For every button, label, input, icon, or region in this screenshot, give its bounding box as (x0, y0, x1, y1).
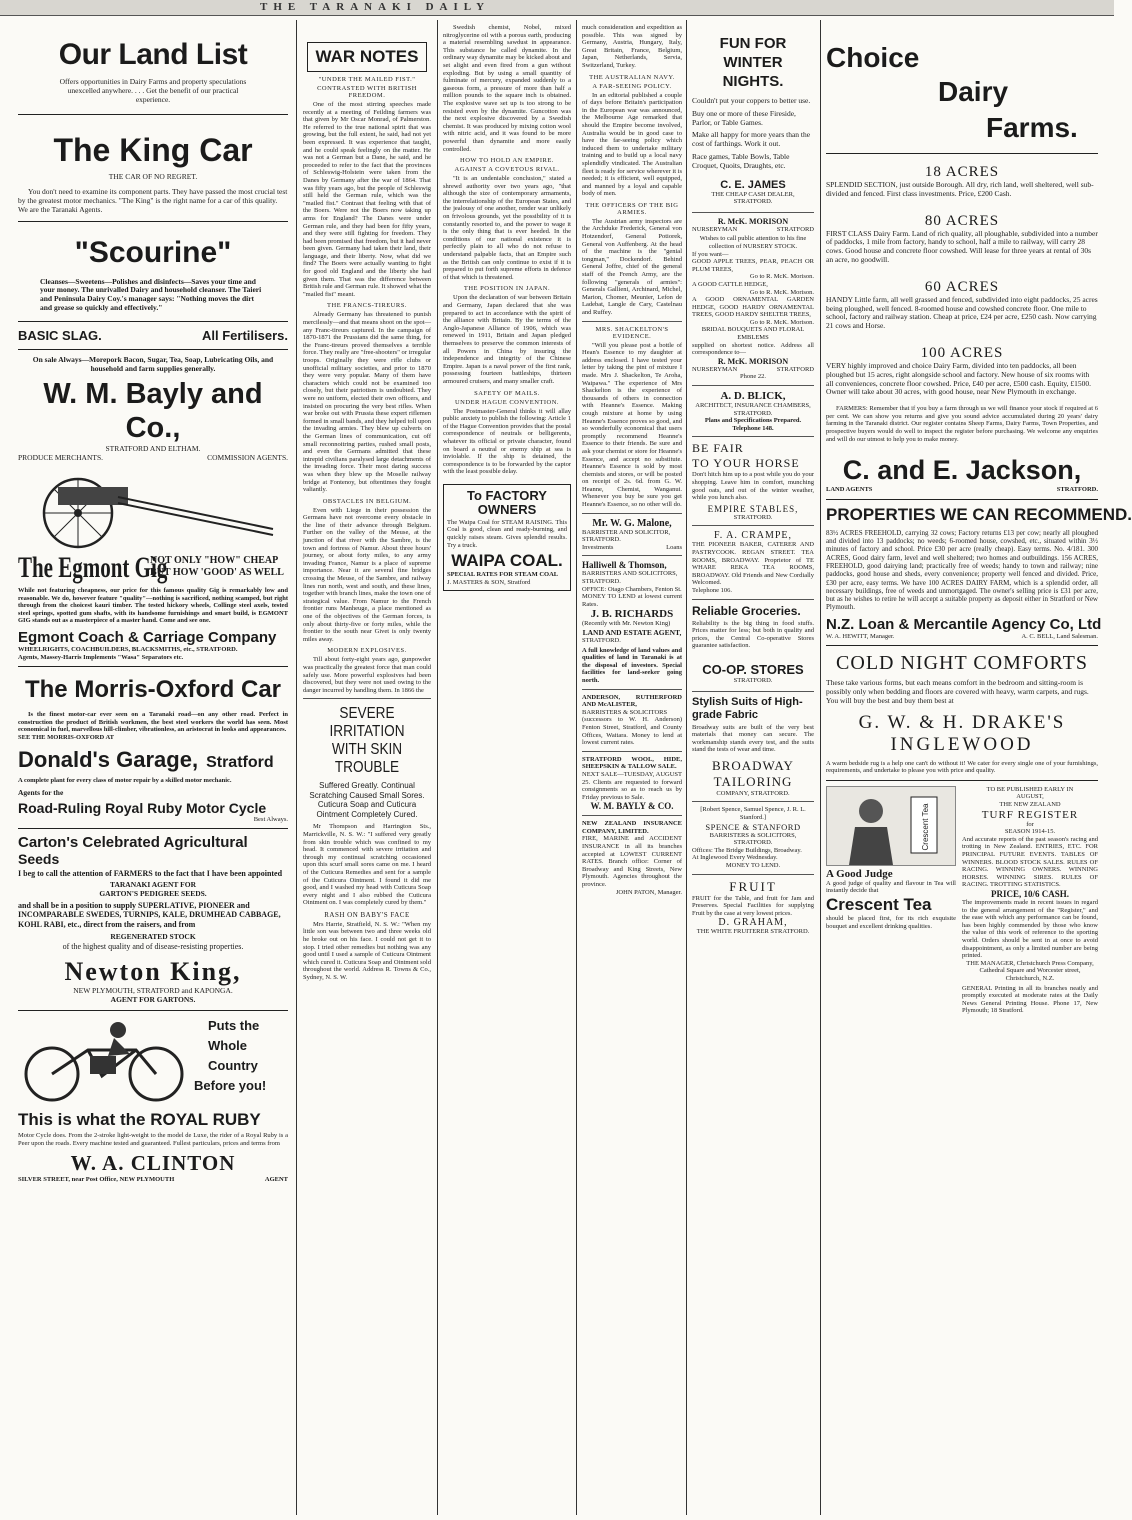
newton-location: NEW PLYMOUTH, STRATFORD and KAPONGA. (73, 986, 233, 996)
acres-60-title: 60 ACRES (924, 278, 1000, 295)
jackson-footer (826, 486, 1098, 494)
gig-text: While not featuring cheapness, our price for this famous quality Gig is remarkably low and reasonable. We do, however feature "quality"—nothing is sacrificed, nothing scamped, but right through from the choicest kauri timber. The tested hickory wheels, Collinge steel axels, tested steel springs, spotted gum shafts, with its handsome furnishings and smart build, is EGMONT GIG stands out as a masterpiece of a master hand. Come and see one. (18, 586, 288, 625)
donald-location: Stratford (206, 754, 274, 772)
dairy-word: Dairy (938, 76, 1009, 107)
officers-head: THE OFFICERS OF THE BIG ARMIES. (585, 201, 679, 216)
divider (18, 221, 288, 222)
motorcycle-drawing (18, 1016, 198, 1106)
bayly-title: W. M. Bayly and Co., (43, 378, 263, 445)
nz-insurance-agent: JOHN PATON, Manager. (615, 888, 682, 896)
fun-text-3: Make all happy for more years than the cost of farthings. Work it out. (692, 130, 811, 149)
turf-manager: THE MANAGER, Christchurch Press Company, Cathedral Square and Worcester street, Christchurch, N.Z. (966, 959, 1094, 982)
ruby-cycle-title: Road-Ruling Royal Ruby Motor Cycle (18, 799, 267, 816)
halliwell-sub: BARRISTERS AND SOLICITORS, (582, 570, 678, 578)
bayly-left: PRODUCE MERCHANTS. (18, 453, 104, 463)
column-4 (582, 20, 682, 896)
morison-title-2: R. McK. MORISON (717, 356, 789, 366)
rash-body: Mrs Harrie, Stratfield, N. S. W.: "When my little son was between two and three weeks old he broke out on his face. I could not get it to stop. I tried other remedies but nothing was any good until I used a sample of Cuticura Ointment which cured it. Cuticura Soap and Ointment sold throughout the world. Address R. Towns & Co., Sydney, N. S. W. (303, 920, 431, 982)
crescent-tea-illustration (826, 786, 956, 866)
waipa-coal-ad (443, 484, 571, 592)
masthead-strip (0, 0, 1114, 16)
empire-location: STRATFORD. (733, 513, 773, 521)
divider (582, 751, 682, 752)
jackson-left: LAND AGENTS (826, 486, 873, 494)
supplied: supplied on shortest notice. Address all correspondence to— (692, 341, 814, 357)
acres-80-text: FIRST CLASS Dairy Farm. Land of rich quality, all ploughable, subdivided into a number of paddocks, 1 mile from factory, handy to school, half a mile to railway, will carry 28 cows. Good house and concrete floor cowshed. Will lease for three years at rental of 30s an acre, no goodwill. (826, 228, 1098, 264)
stratford-label-2: STRATFORD (776, 365, 814, 373)
gig-title: The Egmont Gig (18, 550, 168, 584)
crampe-telephone: Telephone 106. (692, 586, 732, 594)
king-car-title: The King Car (53, 132, 253, 169)
carton-agent-2: GARTON'S PEDIGREE SEEDS. (99, 888, 207, 898)
divider (582, 321, 682, 322)
properties-title: PROPERTIES WE CAN RECOMMEND. (826, 504, 1132, 524)
divider (582, 815, 682, 816)
nurseryman-label: NURSERYMAN (692, 225, 738, 233)
column-rule (437, 20, 438, 1515)
masthead-text: THE TARANAKI DAILY (260, 1, 491, 13)
james-sub: THE CHEAP CASH DEALER, STRATFORD. (711, 190, 795, 206)
crampe-title: F. A. CRAMPE, (713, 530, 793, 542)
cattle-hedge: A GOOD CATTLE HEDGE, (692, 280, 768, 288)
gig-tag-2: BUT HOW 'GOOD' AS WELL (150, 566, 284, 578)
choice-dairy-heading (826, 20, 1098, 148)
anderson-sub: BARRISTERS & SOLICITORS (582, 708, 668, 716)
waipa-title: WAIPA COAL. (451, 551, 563, 571)
apple-trees: GOOD APPLE TREES, PEAR, PEACH OR PLUM TREES, (692, 258, 814, 273)
turf-text: And accurate reports of the past season's racing and trotting in New Zealand. ENTRIES, ETC. FOR PRINCIPAL FUTURE EVENTS. TABLES OF WINNERS. BLOOD STOCK SALES. RULES OF RACING. WINNING OWNERS. WINNING HORSES. WINNING SIRES. RULES OF RACING. TROTTING STATISTICS. (962, 835, 1098, 889)
fruit-text: FRUIT for the Table, and fruit for Jam and Preserves. Special Facilities for supplying Fruit by the case at very lowest prices. (692, 894, 814, 917)
blick-title: A. D. BLICK, (720, 390, 786, 403)
bayly-location: STRATFORD AND ELTHAM. (105, 444, 201, 454)
spence-money: MONEY TO LEND. (725, 862, 781, 870)
empire-stables: EMPIRE STABLES, (707, 503, 799, 514)
fruit-title: FRUIT (729, 878, 777, 894)
horse-text: Don't hitch him up to a post while you do your shopping. Leave him in comfort, munching good oats, and out of the winter weather, while you lunch also. (692, 471, 814, 502)
hague-head: UNDER HAGUE CONVENTION. (454, 398, 560, 406)
acres-100-text: VERY highly improved and choice Dairy Farm, divided into ten paddocks, all been ploughed but 15 acres, right alongside school and factory. New house of six rooms with all conveniences, concrete floor cowshed. Price, £40 per acre, £500 cash. Equity, £1500. Owner will take about 30 acres, with good house, near New Plymouth in exchange. (826, 360, 1092, 397)
on-sale-text: On sale Always—Morepork Bacon, Sugar, Tea, Soap, Lubricating Oils, and household and farm supplies generally. (32, 354, 274, 373)
gig-drawing (18, 467, 288, 551)
column-rule (296, 20, 297, 1515)
go-to-2: Go to R. McK. Morison. (749, 288, 814, 296)
anderson-text: (successors to W. H. Anderson) Fenton Street, Stratford, and County Offices, Waitara. Money to lend at lowest current rates. (582, 716, 682, 747)
clinton-title: W. A. CLINTON (70, 1151, 236, 1176)
your-horse: TO YOUR HORSE (692, 456, 800, 471)
japan-head: THE POSITION IN JAPAN. (463, 285, 551, 293)
hague-cont: much consideration and expedition as possible. This was signed by Germany, Austria, Hungary, Italy, Great Britain, France, Belgium, Japan, Netherlands, Servia, Switzerland, Turkey. (582, 24, 682, 69)
country: Country (208, 1057, 258, 1073)
officers-body: The Austrian army inspectors are the Archduke Frederick, General von Hotzendorf, General Potiorek, General von Auffenberg. At the head of the machine is the "genial tongman," Dockendorf. Behind General Joffre, chief of the general staff of the French Army, are the following "generals of armies": Generals Gallieni, Archinard, Michel, Marion, Chomer, Meunier, Lefon de Ladebat, Langle de Cary, Castelnau and Ruffey. (582, 217, 682, 316)
richards-sub: (Recently with Mr. Newton King) (582, 620, 671, 628)
donald-text: A complete plant for every class of motor repair by a skilled motor mechanic. (18, 777, 232, 785)
divider (303, 698, 431, 699)
cold-title: COLD NIGHT COMFORTS (836, 652, 1088, 675)
carton-intro: I beg to call the attention of FARMERS to the fact that I have been appointed (18, 869, 283, 879)
stylish-text: Broadway suits are built of the very best materials that money can secure. The workmanship stands every test, and the suits stand the tests of wear and time. (692, 723, 814, 754)
fun-title: FUN FOR WINTER NIGHTS. (719, 35, 787, 90)
bayly-right: COMMISSION AGENTS. (207, 453, 288, 463)
blick-sub: ARCHITECT, INSURANCE CHAMBERS, STRATFORD. (695, 402, 811, 417)
acres-60-text: HANDY Little farm, all well grassed and fenced, subdivided into eight paddocks, 25 acres being ploughed, well fenced. 8-roomed house and cowshed concrete floor. One mile to school, factory and railway station. Cheap at price, £24 per acre, £250 cash. Now carrying 21 cows and Horse. (826, 294, 1098, 331)
crampe-text: THE PIONEER BAKER, CATERER AND PASTRYCOOK. REGAN STREET. TEA ROOMS, BROADWAY. Proprietor of TE WHARE REKA TEA ROOMS, BROADWAY. Old Friends and New Cordially Welcomed. (692, 541, 814, 587)
choice-word: Choice (826, 42, 920, 73)
divider (692, 525, 814, 526)
divider (826, 499, 1098, 500)
divider (692, 874, 814, 875)
column-rule (576, 20, 577, 1515)
divider (826, 780, 1098, 781)
malone-title: Mr. W. G. Malone, (592, 517, 672, 529)
franc-tireurs-head: THE FRANCS-TIREURS. (327, 302, 407, 310)
fertiliser-row (18, 328, 288, 343)
jackson-right: STRATFORD. (1056, 486, 1098, 494)
acres-18-title: 18 ACRES (924, 164, 1000, 180)
farmers-text: FARMERS: Remember that if you buy a farm through us we will finance your stock if required at 6 per cent. We can show you returns and give you sound advice accumulated during 20 years' dairy farming in the Taranaki district. Our register contains Sheep Farms, Dairy Farms, Town Properties, and prospective buyers would do well to inspect the register before purchasing. We welcome any enquiries and will do our utmost to help you to make money. (826, 405, 1098, 443)
fun-text-2: Buy one or more of these Fireside, Parlor, or Table Games. (692, 108, 796, 127)
newton-title: Newton King, (64, 957, 242, 987)
nzloan-manager: W. A. HEWITT, Manager. (826, 632, 895, 640)
richards-land: LAND AND ESTATE AGENT, (582, 628, 682, 637)
turf-text-2: The improvements made in recent issues in regard to the general arrangement of the "Register," and the ease with which any performance can be found, has been highly commended by those who know the value of this work of reference to the sporting world. Orders should be sent in at once to avoid disappointment, as only a limited number are being printed. (962, 898, 1098, 960)
malone-footer (582, 544, 682, 552)
motorcycle-ad (18, 1016, 288, 1108)
scourine-text: Cleanses—Sweetens—Polishes and disinfects—Saves your time and your money. The unrivalled Dairy and household cleanser. The Taieri and Peninsula Dairy Coy.'s manager says: "Nothing moves the dirt and grease so quickly and effectively." (40, 276, 262, 312)
column-rule (686, 20, 687, 1515)
malone-sub: BARRISTER AND SOLICITOR, (582, 528, 671, 536)
column-6 (826, 20, 1132, 1015)
spence-names: [Robert Spence, Samuel Spence, J. R. L. Stanford.] (700, 806, 806, 822)
divider (582, 513, 682, 514)
bridal: BRIDAL BOUQUETS AND FLORAL EMBLEMS (701, 326, 805, 342)
king-car-text: You don't need to examine its component parts. They have passed the most crucial test by the greatest motor mechanics. "The King" is the right name for a car of this quality. We are the Taranaki Agents. (18, 187, 288, 214)
divider (18, 828, 288, 829)
land-list-title: Our Land List (58, 38, 248, 71)
king-car-sub: THE CAR OF NO REGRET. (108, 172, 198, 182)
column-5 (692, 20, 814, 936)
navy-body: In an editorial published a couple of days before Britain's participation in the European war was announced, the Melbourne Age remarked that should the Empire become involved, Australia would be in good case to have the far-seeing policy which induced them to undertake military training and to build up a local navy splendidly vindicated. The Australian fleet is ready for service wherever it is needed; it is efficient, well equipped, and manned by a loyal and capable body of men. (582, 91, 682, 198)
divider (582, 689, 682, 690)
ornamental: A GOOD ORNAMENTAL GARDEN HEDGE, GOOD HARDY ORNAMENTAL TREES, GOOD HARDY SHELTER TREES, (692, 296, 814, 319)
properties-text: 83½ ACRES FREEHOLD, carrying 32 cows; Factory returns £13 per cow; nearly all ploughed and divided into 13 paddocks; no weeds; 6-roomed house, cowshed, etc., situated within 3½ minutes of factory and school. Price £30 per acre (really cheap). Easy terms. No. 4/181. 300 ACRES, Good dairy farm, level and well sheltered; two homes and outbuildings. 156 ACRES, FREEHOLD, good dairying land; practically free of weeds; handy to town and railway; nine paddocks, good house and sheds, every convenience; property well fenced and divided. Price, £30 per acre, easy terms. We have 100 ACRES DAIRY FARM, which is a splendid order, all necessary buildings, free of weeds and unmortgaged. The owner's selling price is £31 per acre, but as he wishes to retire he will accept a suitable property as deposit either in Stratford or New Plymouth. (826, 528, 1098, 612)
waipa-to: To FACTORY OWNERS (467, 487, 547, 517)
hold-empire-head: HOW TO HOLD AN EMPIRE. (460, 157, 554, 165)
carton-text: and shall be in a position to supply SUPERLATIVE, PIONEER and INCOMPARABLE SWEDES, TURNIPS, KALE, DRUMHEAD CABBAGE, KOHL RABI, etc., direct from the raisers, and from (18, 900, 281, 929)
halliwell-title: Halliwell & Thomson, (582, 560, 667, 571)
spence-office: Offices: The Bridge Buildings, Broadway. (692, 846, 802, 854)
divider (692, 801, 814, 802)
coach-sub-2: Agents, Massey-Harris Implements "Wasa" Separators etc. (18, 653, 184, 661)
divider (692, 385, 814, 386)
jackson-title: C. and E. Jackson, (842, 455, 1082, 486)
before-you: Before you! (194, 1077, 267, 1093)
whole: Whole (208, 1037, 247, 1053)
clinton-agent: AGENT (264, 1176, 288, 1184)
puts-the: Puts the (208, 1017, 260, 1033)
divider (18, 349, 288, 350)
broadway-title: BROADWAY TAILORING (712, 757, 794, 789)
if-you-want: If you want— (692, 250, 729, 258)
graham-title: D. GRAHAM, (718, 917, 788, 929)
spence-title: SPENCE & STANFORD (705, 821, 801, 832)
obstacles-body: Even with Liege in their possession the Germans have not overcome every obstacle in the line of their advance through Belgium. Further on the valley of the Meuse, at the junction of that river with the Sambre, is the town and fortress of Namur. About three hours' journey, or about forty miles, to any army invading France, Namur is a place of supreme importance. Near it are several fine bridges crossing the Meuse, of the Sambre, and railway lines run north, west and south, and these lines, together with branch lines, make the town one of strategical value. From Namur to the French frontier runs Manheuge, a place mentioned as one of the objectives of the German forces, is only about thirty-five or forty miles, while the frontier to the south near Givet is only twenty miles away. (303, 506, 431, 643)
anderson-title: ANDERSON, RUTHERFORD AND McALISTER, (582, 693, 682, 709)
carton-title: Carton's Celebrated Agricultural (18, 834, 248, 852)
navy-head: THE AUSTRALIAN NAVY. (589, 73, 675, 81)
morison-row (692, 226, 814, 234)
acres-100-title: 100 ACRES (920, 344, 1004, 361)
crescent-title: Crescent Tea (826, 895, 932, 915)
severe-body: Mr Thompson and Harrington Sts., Marrickville, N. S. W.: "I suffered very greatly from skin trouble which was confined to my head. It commenced with severe irritation and through my continual scratching occasioned upon this scurf small sores came on me. I heard of the Cuticura Remedies and sent for a sample of the Cuticura Ointment. I found it did me good, and I washed my head with Cuticura Soap every night and I also rubbed the Cuticura Ointment on. I was completely cured by them." (303, 823, 431, 907)
general-printing: GENERAL Printing in all its branches neatly and promptly executed at moderate rates at the Daily News General Printing House. Phone 17, New Plymouth; 18 Stratford. (962, 984, 1098, 1015)
crescent-judge: A Good Judge (826, 867, 893, 880)
morison-row-2 (692, 366, 814, 374)
land-list-text: Offers opportunities in Dairy Farms and property speculations unexcelled anywhere. . . . Get the benefit of our practical experience. (59, 77, 247, 104)
fun-text-4: Race games, Table Bowls, Table Croquet, Quoits, Draughts, etc. (692, 151, 790, 170)
halliwell-lend: MONEY TO LEND at lowest current Rates. (582, 593, 682, 608)
wool-title: STRATFORD WOOL, HIDE, SHEEPSKIN & TALLOW SALE. (582, 755, 682, 771)
clinton-address: SILVER STREET, near Post Office, NEW PLYMOUTH (18, 1176, 175, 1184)
lower-ads (826, 785, 1098, 1015)
stratford-label: STRATFORD (776, 225, 814, 233)
scourine-title: "Scourine" (74, 235, 232, 269)
gig-tagline (150, 555, 284, 579)
phone-22: Phone 22. (740, 373, 766, 381)
halliwell-location: STRATFORD. (582, 578, 621, 586)
divider (692, 691, 814, 692)
donald-heading (18, 747, 288, 773)
best-always: Best Always. (253, 815, 288, 823)
contrasted-head: CONTRASTED WITH BRITISH FREEDOM. (317, 85, 417, 99)
shackleton-body: "Will you please post a bottle of Hean's Essence to my daughter at address enclosed. I have tested your letter by taking the pint of mixture I made. Mrs J. Shackelton, Te Aroha, Waipawa." The experience of Mrs Shackelton is the experience of thousands of others in connection with Heanne's Essence. Making cough mixture at home by using Heanne's Essence proves so good, and so wonderfully economical that users promptly recommend Heanne's Essence to their friends. Be sure and ask your chemist or store for Heanne's Essence, and accept no substitute. Heanne's Essence is sold by most chemists and stores, or will be posted on receipt of 2s. 6d. from G. W. Heanne, Chemist, Wanganui. Whenever you buy be sure you get Heanne's Essence, so no other will do. (582, 341, 682, 509)
crescent-tea-ad (826, 786, 956, 930)
royal-ruby-text: Motor Cycle does. From the 2-stroke light-weight to the model de Luxe, the rider of a Royal Ruby is a Peer upon the roads. Every machine tested and guaranteed. Fullest particulars, prices and terms from (18, 1131, 288, 1147)
rash-head: RASH ON BABY'S FACE (324, 910, 410, 919)
turf-for: for (1026, 820, 1034, 828)
obstacles-head: OBSTACLES IN BELGIUM. (322, 497, 412, 505)
column-1 (18, 20, 288, 1184)
morris-title: The Morris-Oxford Car (24, 676, 282, 704)
mailed-fist-head: "UNDER THE MAILED FIST." (318, 76, 416, 83)
modern-explosives-body: Till about forty-eight years ago, gunpowder was practically the greatest force that man could safely use. More powerful explosives had been discovered, but they were not used owing to the danger incurred by handling them. In 1866 the (303, 656, 431, 694)
fertilisers-label: All Fertilisers. (202, 327, 288, 343)
malone-investments: Investments (582, 543, 614, 551)
gig-heading (18, 550, 288, 584)
turf-season: SEASON 1914-15. (1004, 828, 1056, 836)
explosives-cont: Swedish chemist, Nobel, mixed nitroglycerine oil with a porous earth, producing a material resembling sawdust in appearance. This substance he called dynamite. In the ordinary way dynamite may be kicked about and set alight and even fired from a gun without exploding. But by using a small quantity of fulminate of mercury, expanded suddenly to a gaseous form, a pressure of more than half a million pounds to the square inch is obtained. The explosive wave set up is too strong to be resisted even by the dynamite. Guncotton was the next explosive discovered by a Swedish chemist. It was produced by mixing cotton wool with nitric acid, and it was found to be more powerful than dynamite and more easily controlled. (443, 24, 571, 153)
divider (826, 645, 1098, 646)
turf-price: PRICE, 10/6 CASH. (990, 888, 1069, 899)
carton-agent-1: TARANAKI AGENT FOR (110, 879, 196, 889)
drake-text: A warm bedside rug is a help one can't do without it! We cater for every single one of your furnishings, requirements, and undertake to please you with price and quality. (826, 759, 1098, 775)
basic-slag-label: BASIC SLAG. (18, 327, 102, 343)
turf-title: TURF REGISTER (981, 808, 1079, 821)
farms-word: Farms. (986, 112, 1078, 143)
fun-text-1: Couldn't put your coppers to better use. (692, 96, 811, 105)
franc-tireurs-body: Already Germany has threatened to punish mercilessly—and that means shoot on the spot—any Franc-tireurs captured. In the campaign of 1870-1871 the Prussians did the same thing, for the Franc-tireurs proved themselves a terrible force. They really are "free-shooters" or irregular troops. Originally they were rifle clubs or unofficial military societies, and prior to 1870 they were very popular. Many of them have characters which could not be examined too closely, but their patriotism is undoubted. They were no uniform, elected their own officers, and insisted on procuring the very best rifles. When war broke out with Prussia these expert riflemen formed in small bands, and they helped toll upon the invading armies. They blew up culverts on the German lines of communication, cut off small reconnoitring parties, rushed small posts, and even the Germans admitted that these intrepid civilians paralysed large detachments of the invading force. Their most daring success was when they blew up the Moselle railway bridge at Fontenoy, but oftentimes they fought valiantly. (303, 311, 431, 494)
column-3 (443, 20, 571, 591)
waipa-text: The Waipa Coal for STEAM RAISING. This Coal is good, clean and ready-burning, and quickly raises steam. Gives splendid results. Try a truck. (447, 518, 567, 549)
safety-mails-head: SAFETY OF MAILS. (474, 389, 540, 397)
drake-location: INGLEWOOD (890, 733, 1034, 755)
gig-tag-1: NOT ONLY "HOW" CHEAP (150, 554, 279, 566)
richards-text: A full knowledge of land values and qualities of land in Taranaki is at the disposal of investors. Special facilities for land-seeker going north. (582, 646, 682, 684)
far-seeing-head: A FAR-SEEING POLICY. (592, 82, 672, 90)
nz-insurance-title: NEW ZEALAND INSURANCE COMPANY, LIMITED. (582, 820, 682, 835)
wool-firm: W. M. BAYLY & CO. (590, 801, 674, 812)
coop-location: STRATFORD. (733, 676, 773, 684)
war-body: One of the most stirring speeches made recently at a meeting of Feilding farmers was that given by Mr Oscar Monrad, of Palmerston. He referred to the true national spirit that was growing, but the full extent, he said, had not yet been expressed. It was experience that taught, and he could speak feelingly on the matter. He was not a German but a Dane, he said, and he proceeded to refer to the fact that the provinces of Schleswig-Holstein were taken from the Danes by Germany after the war of 1864. That was fifty years ago, but the people of Schleswig still held the German rule, which was the "mailed fist." Contrast that feeling with that of the Boers. Were not the Boers now taking up arms for England? The Danes were under German rule, and they had been for fifty years, and they were still fighting for freedom. They had been promised that freedom, but it had never been given. Germany had taken their land, their language, and their liberty. Now, what did we find? The Boers were actually wanting to fight for good old England and the liberty she had given them. That was the difference between British rule and German rule. It showed what the "mailed fist" meant. (303, 101, 431, 298)
agents-for: Agents for the (18, 788, 64, 798)
crescent-text-2: should be placed first, for its rich exquisite bouquet and excellent drinking qualities. (826, 915, 956, 930)
coach-sub: WHEELRIGHTS, COACHBUILDERS, BLACKSMITHS, etc., STRATFORD. (18, 645, 238, 653)
reliable-title: Reliable Groceries. (692, 603, 801, 618)
cold-text: These take various forms, but each means comfort in the bedroom and sitting-room is possibly only when bedding and floors are covered with heavy, warm carpets, and rugs. You will buy the best and buy them best at (826, 678, 1089, 705)
divider (826, 153, 1098, 154)
divider (692, 436, 814, 437)
richards-location: STRATFORD. (582, 637, 621, 644)
royal-ruby-title: This is what the ROYAL RUBY (18, 1109, 261, 1129)
carton-regen: REGENERATED STOCK (110, 932, 196, 942)
james-title: C. E. JAMES (720, 178, 786, 191)
shackleton-head: MRS. SHACKELTON'S EVIDENCE. (595, 325, 669, 340)
divider (18, 1010, 288, 1011)
tea-judge-drawing (827, 787, 955, 865)
divider (18, 321, 288, 322)
acres-80-title: 80 ACRES (924, 212, 1000, 229)
drake-title: G. W. & H. DRAKE'S (858, 711, 1066, 733)
go-to-1: Go to R. McK. Morison. (749, 273, 814, 281)
japan-body: Upon the declaration of war between Britain and Germany, Japan declared that she was prepared to act in accordance with the spirit of the alliance with Britain. By the terms of the Anglo-Japanese Alliance of 1906, which was renewed in 1911, Britain and Japan pledged themselves to preserve the common interests of all Powers in China by insuring the independence and integrity of the Chinese Empire. Japan is a naval power of the first rank, possessing fourteen battleships, thirteen armoured cruisers, and many smaller craft. (443, 294, 571, 385)
bayly-roles (18, 454, 288, 463)
coach-title: Egmont Coach & Carriage Company (18, 628, 277, 646)
nzloan-title: N.Z. Loan & Mercantile Agency Co, Ltd (826, 615, 1102, 633)
broadway-sub: COMPANY, STRATFORD. (716, 789, 790, 797)
turf-register-ad (962, 786, 1098, 1015)
go-to-3: Go to R. McK. Morison. (749, 318, 814, 326)
reliable-text: Reliability is the big thing in food stuffs. Prices matter for less; but both in quality and prices, the Central Co-operative Stores guarantee satisfaction. (692, 619, 814, 650)
halliwell-office: OFFICE: Otago Chambers, Fenton St. (582, 585, 682, 593)
newton-agent: AGENT FOR GARTONS. (110, 995, 196, 1005)
column-2 (303, 20, 431, 982)
stylish-title: Stylish Suits of High-grade Fabric (692, 695, 803, 721)
column-rule (820, 20, 821, 1515)
morris-see: SEE THE MORRIS-OXFORD AT (18, 733, 115, 741)
turf-nz: THE NEW ZEALAND (999, 801, 1061, 809)
malone-location: STRATFORD. (582, 536, 621, 544)
war-notes-title: WAR NOTES (315, 47, 419, 66)
morris-text: Is the finest motor-car ever seen on a Taranaki road—on any other road. Perfect in construction the product of British workmen, the best steel workers the world has seen. Most economical in fuel, marvellous hill-climber, vibrationless, an aristocrat in looks and appearances. (18, 711, 288, 734)
divider (582, 555, 682, 556)
gig-illustration (18, 467, 288, 551)
nzloan-footer (826, 633, 1098, 641)
nzloan-salesman: A. C. BELL, Land Salesman. (1021, 632, 1098, 640)
divider (692, 212, 814, 213)
severe-sub: Suffered Greatly. Continual Scratching Caused Small Sores. Cuticura Soap and Cuticura Ointment Completely Cured. (309, 781, 425, 819)
graham-sub: THE WHITE FRUITERER STRATFORD. (696, 928, 810, 936)
covetous-head: AGAINST A COVETOUS RIVAL. (454, 166, 560, 174)
turf-august: AUGUST, (1016, 793, 1044, 801)
crescent-text: A good judge of quality and flavour in Tea will instantly decide that (826, 879, 956, 895)
divider (18, 114, 288, 115)
spence-sub: BARRISTERS & SOLICITORS, STRATFORD. (709, 831, 797, 847)
war-notes-box (307, 42, 427, 72)
coop-title: CO-OP. STORES (702, 661, 804, 677)
divider (18, 666, 288, 667)
blick-plans: Plans and Specifications Prepared. Telephone 148. (704, 417, 802, 432)
spence-inglewood: At Inglewood Every Wednesday. (692, 854, 778, 862)
be-fair: BE FAIR (692, 441, 744, 456)
severe-title: SEVERE IRRITATION WITH SKIN TROUBLE (329, 705, 405, 777)
svg-text:Crescent Tea: Crescent Tea (921, 803, 930, 851)
clinton-footer (18, 1176, 288, 1184)
covetous-body: "It is an undeniable conclusion," stated a shrewd authority over two years ago, "that although the size of contemporary armaments, the interrelationship of the European States, and the jealousy of one another, render war unlikely on frivolous grounds, yet the possibility of it is constantly resorted to, and the power to wage it is the only thing that is ever heeded. In the conditions of our national existence it is perfectly plain to all who do not refuse to understand palpable facts, that an Empire such as the British can only continue to exist if it is prepared to put forth supreme efforts in defence of that which is threatened. (443, 175, 571, 281)
malone-loans: Loans (666, 543, 682, 551)
waipa-agent: J. MASTERS & SON, Stratford (447, 578, 531, 586)
richards-title: J. B. RICHARDS (590, 608, 674, 621)
morison-title: R. McK. MORISON (717, 216, 789, 226)
morison-text: Wishes to call public attention to his fine collection of NURSERY STOCK. (699, 235, 807, 250)
divider (692, 599, 814, 600)
wool-text: NEXT SALE—TUESDAY, AUGUST 25. Clients are requested to forward consignments so as to reach us by Friday previous to Sale. (582, 770, 682, 801)
carton-quality: of the highest quality and of disease-resisting properties. (62, 941, 244, 951)
turf-head: TO BE PUBLISHED EARLY IN (986, 785, 1074, 793)
acres-18-text: SPLENDID SECTION, just outside Borough. All dry, rich land, well sheltered, well sub-divided and fenced. First class investments. Price, £200 Cash. (826, 180, 1094, 198)
carton-seeds: Seeds (18, 851, 60, 868)
nurseryman-label-2: NURSERYMAN (692, 365, 738, 373)
nz-insurance-text: FIRE, MARINE and ACCIDENT INSURANCE in all its branches accepted at LOWEST CURRENT RATES. Branch office: Corner of Broadway and King Streets, New Plymouth. Agencies throughout the province. (582, 835, 682, 889)
hague-body: The Postmaster-General thinks it will allay public anxiety to publish the following: Article 1 of the Hague Convention provides that the postal correspondence of neutrals or belligerents, whatever its official or private character, found on board a neutral or enemy ship at sea is inviolable. If the ship is detained, the correspondence is to be forwarded by the captor with the least possible delay. (443, 407, 571, 476)
donald-title: Donald's Garage, (18, 747, 199, 773)
modern-explosives-head: MODERN EXPLOSIVES. (327, 647, 407, 655)
waipa-rates: SPECIAL RATES FOR STEAM COAL (447, 571, 559, 579)
